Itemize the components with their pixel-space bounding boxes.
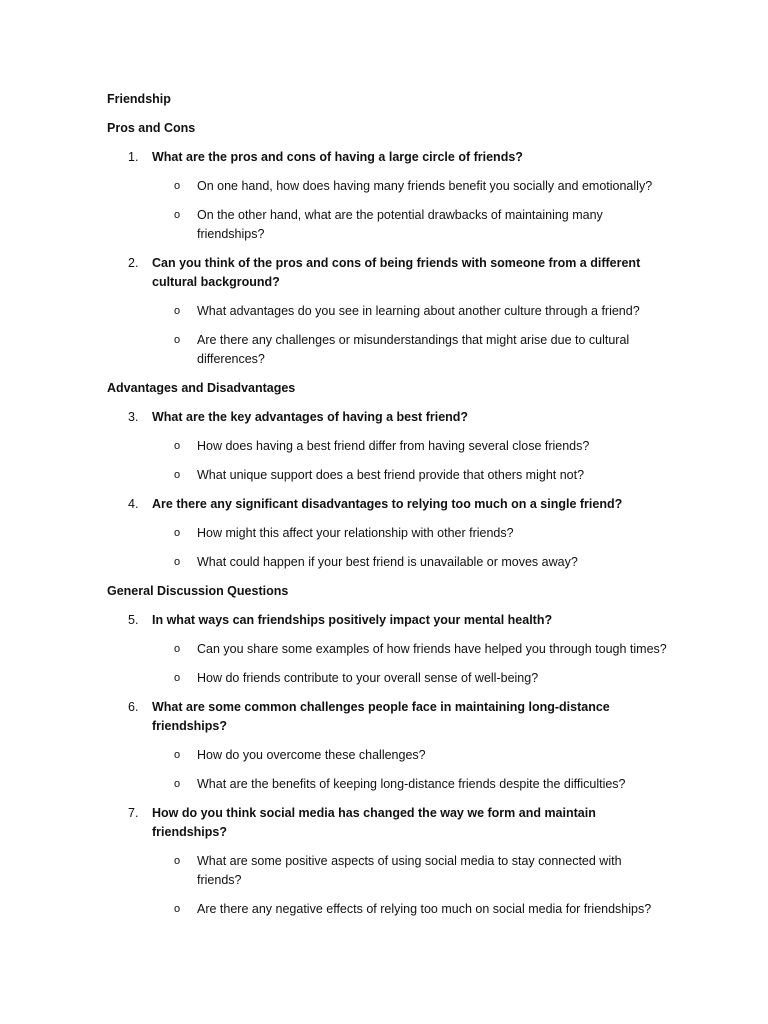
question-item (107, 254, 667, 292)
sub-question-item (107, 206, 667, 244)
sub-question-item (107, 177, 667, 196)
sub-question-text: On one hand, how does having many friends benefit you socially and emotionally? (197, 179, 653, 193)
question-number: 6. (128, 700, 139, 714)
sub-question-item (107, 900, 667, 919)
sub-question-item (107, 553, 667, 572)
question-item (107, 611, 667, 630)
bullet-icon: o (174, 209, 181, 221)
sub-question-item (107, 775, 667, 794)
bullet-icon: o (174, 305, 181, 317)
question-number: 7. (128, 806, 139, 820)
question-text: What are the pros and cons of having a large circle of friends? (152, 150, 523, 164)
section-heading-general-discussion: General Discussion Questions (107, 584, 289, 598)
sub-question-text: How might this affect your relationship with other friends? (197, 526, 514, 540)
sub-question-text: How do friends contribute to your overall sense of well-being? (197, 671, 539, 685)
sub-question-text: What are the benefits of keeping long-distance friends despite the difficulties? (197, 777, 626, 791)
question-number: 2. (128, 256, 139, 270)
question-text: Are there any significant disadvantages to relying too much on a single friend? (152, 497, 623, 511)
section-heading-advantages-disadvantages: Advantages and Disadvantages (107, 381, 296, 395)
bullet-icon: o (174, 556, 181, 568)
sub-question-text: What could happen if your best friend is unavailable or moves away? (197, 555, 578, 569)
bullet-icon: o (174, 440, 181, 452)
bullet-icon: o (174, 469, 181, 481)
bullet-icon: o (174, 749, 181, 761)
sub-question-item (107, 524, 667, 543)
sub-question-item (107, 302, 667, 321)
sub-question-item (107, 466, 667, 485)
section-heading-pros-cons: Pros and Cons (107, 121, 196, 135)
question-number: 3. (128, 410, 139, 424)
sub-question-item (107, 852, 667, 890)
question-item (107, 495, 667, 514)
question-item (107, 804, 667, 842)
sub-question-item (107, 640, 667, 659)
document-body (107, 90, 667, 929)
bullet-icon: o (174, 180, 181, 192)
question-number: 5. (128, 613, 139, 627)
sub-question-item (107, 331, 667, 369)
sub-question-text: What are some positive aspects of using social media to stay connected with friends? (197, 854, 622, 887)
sub-question-item (107, 669, 667, 688)
bullet-icon: o (174, 903, 181, 915)
bullet-icon: o (174, 527, 181, 539)
sub-question-text: What unique support does a best friend provide that others might not? (197, 468, 585, 482)
question-text: How do you think social media has changed the way we form and maintain friendships? (152, 806, 596, 839)
sub-question-item (107, 437, 667, 456)
sub-question-text: Can you share some examples of how friends have helped you through tough times? (197, 642, 667, 656)
sub-question-text: Are there any negative effects of relying too much on social media for friendships? (197, 902, 652, 916)
question-item (107, 408, 667, 427)
bullet-icon: o (174, 672, 181, 684)
bullet-icon: o (174, 778, 181, 790)
sub-question-item (107, 746, 667, 765)
bullet-icon: o (174, 643, 181, 655)
sub-question-text: How do you overcome these challenges? (197, 748, 426, 762)
question-item (107, 698, 667, 736)
question-text: Can you think of the pros and cons of being friends with someone from a different cultural background? (152, 256, 641, 289)
question-item (107, 148, 667, 167)
sub-question-text: Are there any challenges or misunderstandings that might arise due to cultural differences? (197, 333, 630, 366)
sub-question-text: How does having a best friend differ from having several close friends? (197, 439, 590, 453)
question-number: 4. (128, 497, 139, 511)
sub-question-text: On the other hand, what are the potential drawbacks of maintaining many friendships? (197, 208, 603, 241)
bullet-icon: o (174, 855, 181, 867)
question-text: In what ways can friendships positively impact your mental health? (152, 613, 553, 627)
question-text: What are the key advantages of having a best friend? (152, 410, 469, 424)
question-text: What are some common challenges people face in maintaining long-distance friendships? (152, 700, 610, 733)
bullet-icon: o (174, 334, 181, 346)
sub-question-text: What advantages do you see in learning about another culture through a friend? (197, 304, 640, 318)
document-title: Friendship (107, 92, 171, 106)
question-number: 1. (128, 150, 139, 164)
